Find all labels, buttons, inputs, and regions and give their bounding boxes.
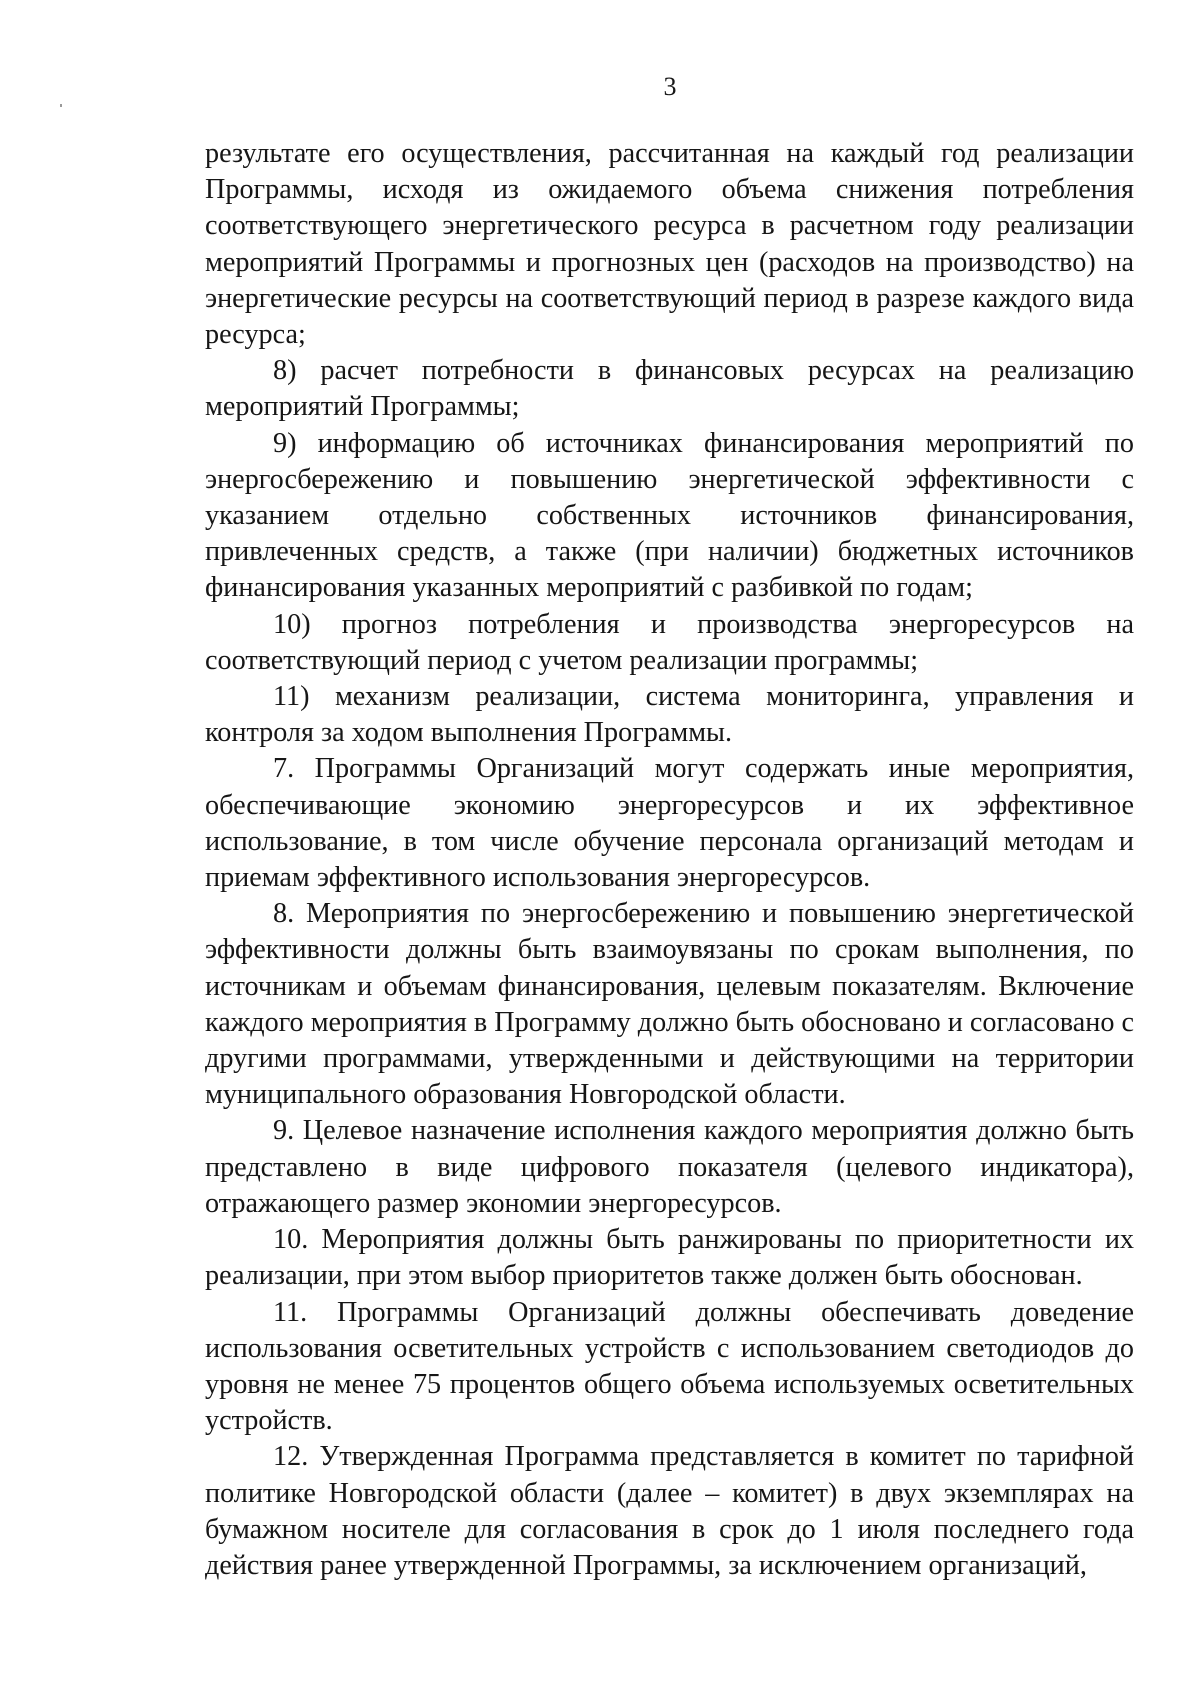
paragraph-section-12: 12. Утвержденная Программа представляется в комитет по тарифной политике Новгородской области (далее – комитет) в двух экземплярах на бумажном носителе для согласования в срок до 1 июля последнего года действия ранее утвержденной Программы, за исключением организаций, bbox=[205, 1441, 1134, 1581]
paragraph-section-10: 10. Мероприятия должны быть ранжированы по приоритетности их реализации, при этом выбор приоритетов также должен быть обоснован. bbox=[205, 1224, 1134, 1292]
paragraph-section-7: 7. Программы Организаций могут содержать иные мероприятия, обеспечивающие экономию энергоресурсов и их эффективное использование, в том числе обучение персонала организаций методам и приемам эффективного использования энергоресурсов. bbox=[205, 753, 1134, 894]
paragraph-continuation: результате его осуществления, рассчитанная на каждый год реализации Программы, исходя из ожидаемого объема снижения потребления соответствующего энергетического ресурса в расчетном году реализации мероприятий Программы и прогнозных цен (расходов на производство) на энергетические ресурсы на соответствующий период в разрезе каждого вида ресурса; bbox=[205, 138, 1134, 351]
paragraph-item-11: 11) механизм реализации, система мониторинга, управления и контроля за ходом выполнения Программы. bbox=[205, 681, 1134, 749]
page-number: 3 bbox=[663, 72, 677, 101]
scan-speck bbox=[60, 104, 62, 107]
paragraph-section-9: 9. Целевое назначение исполнения каждого мероприятия должно быть представлено в виде цифрового показателя (целевого индикатора), отражающего размер экономии энергоресурсов. bbox=[205, 1115, 1134, 1219]
paragraph-section-11: 11. Программы Организаций должны обеспечивать доведение использования осветительных устройств с использованием светодиодов до уровня не менее 75 процентов общего объема используемых осветительных устройств. bbox=[205, 1296, 1134, 1437]
paragraph-item-9: 9) информацию об источниках финансирования мероприятий по энергосбережению и повышению энергетической эффективности с указанием отдельно собственных источников финансирования, привлеченных средств, а также (при наличии) бюджетных источников финансирования указанных мероприятий с разбивкой по годам; bbox=[205, 427, 1134, 604]
paragraph-item-8: 8) расчет потребности в финансовых ресурсах на реализацию мероприятий Программы; bbox=[205, 355, 1134, 423]
paragraph-item-10: 10) прогноз потребления и производства энергоресурсов на соответствующий период с учетом реализации программы; bbox=[205, 608, 1134, 676]
document-body bbox=[205, 136, 1134, 1584]
paragraph-section-8: 8. Мероприятия по энергосбережению и повышению энергетической эффективности должны быть взаимоувязаны по срокам выполнения, по источникам и объемам финансирования, целевым показателям. Включение каждого мероприятия в Программу должно быть обосновано и согласовано с другими программами, утвержденными и действующими на территории муниципального образования Новгородской области. bbox=[205, 898, 1134, 1111]
